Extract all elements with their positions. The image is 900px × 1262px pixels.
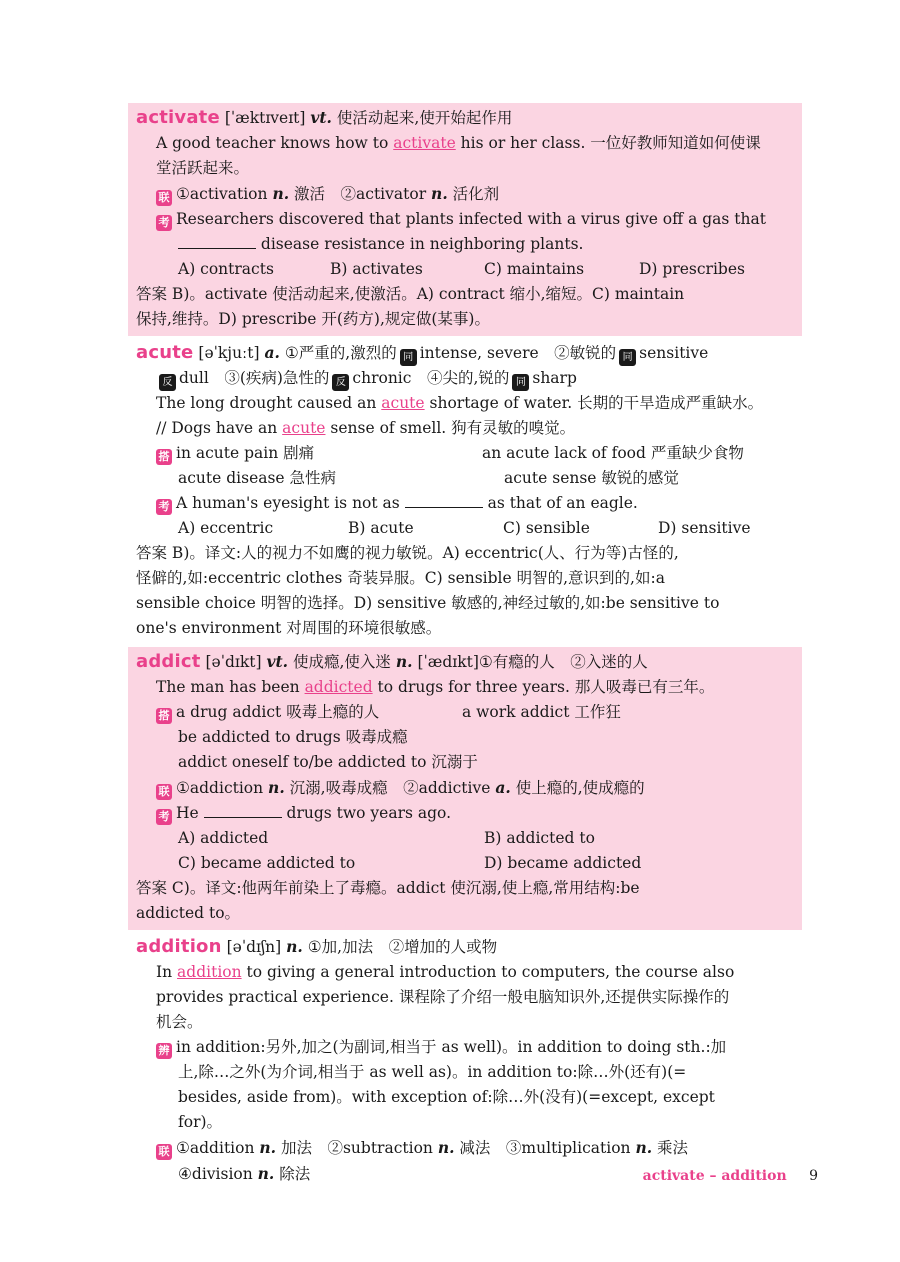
- collocation-tag-icon: 搭: [156, 449, 172, 465]
- keyword: addition: [177, 963, 242, 981]
- options: A) addicted B) addicted to: [178, 829, 595, 847]
- entry-acute: acute [əˈkjuːt] a. ①严重的,激烈的 同 intense, severe ②敏锐的 同 sensitive 反 dull ③(疾病)急性的 反 chronic ④尖的,锐的 同 sharp The long drought caused an acute shortage of water. 长期的干旱造成严重缺水。 // Dogs have an acute sense of smell. 狗有灵敏的嗅觉。 搭 in acute pain 剧痛 an acute lack of food 严重缺少食物 acute disease 急性病 acute sense 敏锐的感觉 考 A human's eyesight is not as as that of an eagle. A) eccentric B) acute C) sensible D) sensitive 答案 B)。译文:人的视力不如鹰的视力敏锐。A) eccentric(人、行为等)古怪的, 怪僻的,如:eccentric clothes 奇装异服。C) sensible 明智的,意识到的,如:a sensible choice 明智的选择。D) sensitive 敏感的,神经过敏的,如:be sensitive to one's environment 对周围的环境很敏感。: [128, 338, 802, 645]
- options: [136, 257, 794, 282]
- example: A good teacher knows how to activate his or her class. 一位好教师知道如何使课: [156, 134, 761, 152]
- page-number: 9: [809, 1168, 818, 1184]
- collocations: 搭 in acute pain 剧痛 an acute lack of food 严重缺少食物: [136, 441, 794, 466]
- derivatives: 联 ①addiction n. 沉溺,吸毒成瘾 ②addictive a. 使上瘾的,使成瘾的: [136, 775, 794, 801]
- entry-addition: addition [əˈdɪʃn] n. ①加,加法 ②增加的人或物 In addition to giving a general introduction to computers, the course also provides practical experience. 课程除了介绍一般电脑知识外,还提供实际操作的 机会。 辨 in addition:另外,加之(为副词,相当于 as well)。in addition to doing sth.:加 上,除…之外(为介词,相当于 as well as)。in addition to:除…外(还有)(= besides, aside from)。with exception of:除…外(没有)(=except, except for)。 联 ①addition n. 加法 ②subtraction n. 减法 ③multiplication n. 乘法 ④division n. 除法: [128, 932, 802, 1191]
- test-tag-icon: 考: [156, 809, 172, 825]
- synonym-icon: 同: [512, 374, 529, 391]
- antonym-icon: 反: [159, 374, 176, 391]
- keyword: acute: [381, 394, 425, 412]
- answer-blank: [204, 805, 282, 818]
- keyword: acute: [282, 419, 326, 437]
- answer-blank: [405, 495, 483, 508]
- answer-blank: [178, 236, 256, 249]
- answer: 答案 B)。译文:人的视力不如鹰的视力敏锐。A) eccentric(人、行为等)古怪的,: [136, 544, 679, 562]
- antonym-icon: 反: [332, 374, 349, 391]
- phonetic: [əˈdɪʃn]: [226, 938, 282, 956]
- derivative-tag-icon: 联: [156, 784, 172, 800]
- derivatives: 联 ①activation n. 激活 ②activator n. 活化剂: [136, 181, 794, 207]
- collocations: 搭 a drug addict 吸毒上瘾的人 a work addict 工作狂: [136, 700, 794, 725]
- option: B) activates: [330, 260, 423, 278]
- synonym-icon: 同: [619, 349, 636, 366]
- headword: addict: [136, 651, 201, 672]
- headword: acute: [136, 342, 194, 363]
- part-of-speech: vt.: [310, 108, 332, 127]
- option: A) contracts: [178, 260, 274, 278]
- answer: 答案 B)。activate 使活动起来,使激活。A) contract 缩小,缩短。C) maintain: [136, 285, 685, 303]
- running-title: activate – addition: [642, 1168, 787, 1184]
- collocation-tag-icon: 搭: [156, 708, 172, 724]
- phonetic: [əˈkjuːt]: [198, 344, 260, 362]
- derivative-tag-icon: 联: [156, 190, 172, 206]
- phonetic: [əˈdɪkt]: [205, 653, 262, 671]
- part-of-speech: a.: [264, 343, 280, 362]
- distinction: 辨 in addition:另外,加之(为副词,相当于 as well)。in addition to doing sth.:加: [136, 1035, 794, 1060]
- phonetic: [ˈæktɪveɪt]: [224, 109, 306, 127]
- headword: activate: [136, 107, 220, 128]
- test-question: 考 He drugs two years ago.: [136, 801, 794, 826]
- example: // Dogs have an acute sense of smell. 狗有灵敏的嗅觉。: [156, 419, 576, 437]
- derivatives: 联 ①addition n. 加法 ②subtraction n. 减法 ③multiplication n. 乘法: [136, 1135, 794, 1161]
- keyword: activate: [393, 134, 456, 152]
- answer: 答案 C)。译文:他两年前染上了毒瘾。addict 使沉溺,使上瘾,常用结构:be: [136, 879, 640, 897]
- test-tag-icon: 考: [156, 215, 172, 231]
- dictionary-page: [128, 103, 802, 1191]
- test-question: 考 Researchers discovered that plants infected with a virus give off a gas that: [136, 207, 794, 232]
- test-question: 考 A human's eyesight is not as as that of an eagle.: [136, 491, 794, 516]
- example: The long drought caused an acute shortage of water. 长期的干旱造成严重缺水。: [156, 394, 764, 412]
- definition: 使活动起来,使开始起作用: [336, 109, 513, 127]
- entry-activate: activate [ˈæktɪveɪt] vt. 使活动起来,使开始起作用 A good teacher knows how to activate his or her class. 一位好教师知道如何使课 堂活跃起来。 联 ①activation n. 激活 ②activator n. 活化剂 考 Researchers discovered that plants infected with a virus give off a gas that disease resistance in neighboring plants. A) contracts B) activates C) maintains D) prescribes 答案 B)。activate 使活动起来,使激活。A) contract 缩小,缩短。C) maintain 保持,维持。D) prescribe 开(药方),规定做(某事)。: [128, 103, 802, 336]
- synonym-icon: 同: [400, 349, 417, 366]
- option: D) prescribes: [639, 260, 745, 278]
- example: The man has been addicted to drugs for three years. 那人吸毒已有三年。: [156, 678, 715, 696]
- page-footer: [643, 1168, 818, 1184]
- example: In addition to giving a general introduction to computers, the course also: [156, 963, 735, 981]
- headword: addition: [136, 936, 222, 957]
- derivative-tag-icon: 联: [156, 1144, 172, 1160]
- option: C) maintains: [484, 260, 585, 278]
- options: A) eccentric B) acute C) sensible D) sensitive: [178, 519, 751, 537]
- keyword: addicted: [304, 678, 373, 696]
- test-tag-icon: 考: [156, 499, 172, 515]
- entry-addict: addict [əˈdɪkt] vt. 使成瘾,使入迷 n. [ˈædɪkt]①有瘾的人 ②入迷的人 The man has been addicted to drugs for three years. 那人吸毒已有三年。 搭 a drug addict 吸毒上瘾的人 a work addict 工作狂 be addicted to drugs 吸毒成瘾 addict oneself to/be addicted to 沉溺于 联 ①addiction n. 沉溺,吸毒成瘾 ②addictive a. 使上瘾的,使成瘾的 考 He drugs two years ago. A) addicted B) addicted to C) became addicted to D) became addicted 答案 C)。译文:他两年前染上了毒瘾。addict 使沉溺,使上瘾,常用结构:be addicted to。: [128, 647, 802, 930]
- distinction-tag-icon: 辨: [156, 1043, 172, 1059]
